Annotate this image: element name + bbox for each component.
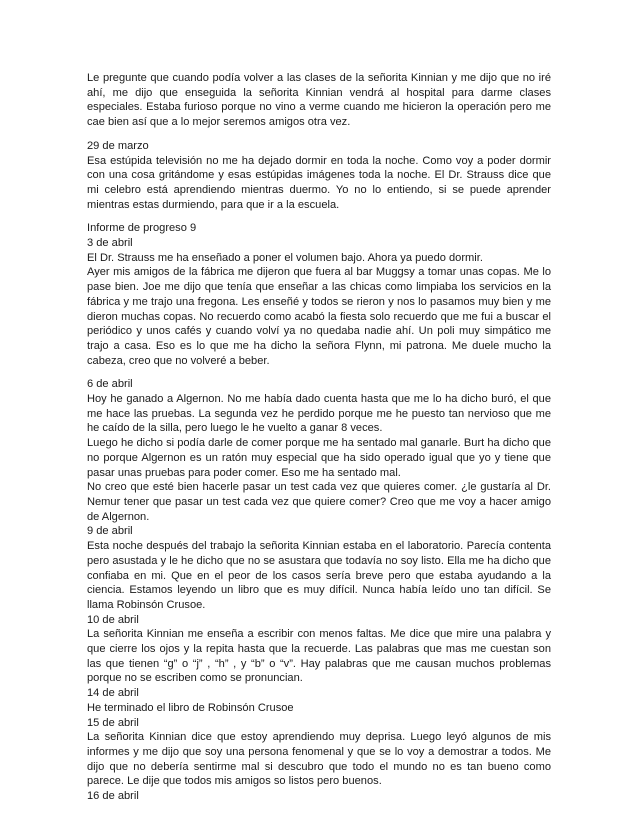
- paragraph-volume: El Dr. Strauss me ha enseñado a poner el volumen bajo. Ahora ya puedo dormir.: [87, 251, 483, 264]
- paragraph-gap: [87, 130, 551, 139]
- paragraph-hospital: Le pregunte que cuando podía volver a las clases de la señorita Kinnian y me dijo que no iré ahí, me dijo que enseguida la señorita Kinnian vendrá al hospital para darme clases especiales. Estaba furioso porque no vino a verme cuando me hicieron la operación pero me cae bien así que a lo mejor seremos amigos otra vez.: [87, 72, 551, 129]
- paragraph-laboratory: Esta noche después del trabajo la señorita Kinnian estaba en el laboratorio. Parecía contenta pero asustada y le he dicho que no se asustara que todavía no soy listo. Ella me ha dicho que confiaba en mi. Que en el peor de los casos sería breve pero que estaba ayudando a la ciencia. Estamos leyendo un libro que es muy difícil. Nunca había leído uno tan difícil. Se llama Robinsón Crusoe.: [87, 540, 551, 611]
- date-heading-april-3: 3 de abril: [87, 237, 133, 250]
- paragraph-bar-muggsy: Ayer mis amigos de la fábrica me dijeron que fuera al bar Muggsy a tomar unas copas. Me lo pase bien. Joe me dijo que tenía que enseñar a las chicas como limpiaba los servicios en la fábrica y me trajo una fregona. Les enseñé y todos se rieron y nos lo pasamos muy bien y me dieron muchas copas. No recuerdo como acabó la fiesta solo recuerdo que me fui a buscar el periódico y unos cafés y cuando volví ya no quedaba nadie ahí. Un poli muy simpático me trajo a casa. Eso es lo que me ha dicho la señora Flynn, mi patrona. Me duele mucho la cabeza, creo que no volveré a beber.: [87, 266, 551, 367]
- paragraph-spelling: La señorita Kinnian me enseña a escribir con menos faltas. Me dice que mire una palabra y que cierre los ojos y la repita hasta que la recuerde. Las palabras que mas me cuestan son las que tienen “g” o “j” , “h” , y “b” o “v”. Hay palabras que me causan muchos problemas porque no se escriben como se pronuncian.: [87, 628, 551, 685]
- date-heading-april-15: 15 de abril: [87, 716, 139, 729]
- date-heading-april-10: 10 de abril: [87, 613, 139, 626]
- paragraph-gap: [87, 212, 551, 221]
- document-page: [87, 71, 551, 804]
- paragraph-gap: [87, 368, 551, 377]
- paragraph-algernon-feed: Luego he dicho si podía darle de comer porque me ha sentado mal ganarle. Burt ha dicho que no porque Algernon es un ratón muy especial que ha sido operado igual que yo y tiene que pasar unas pruebas para poder comer. Eso me ha sentado mal.: [87, 437, 551, 479]
- paragraph-algernon-win: Hoy he ganado a Algernon. No me había dado cuenta hasta que me lo ha dicho buró, el que me hace las pruebas. La segunda vez he perdido porque me he puesto tan nervioso que me he caído de la silla, pero luego le he vuelto a ganar 8 veces.: [87, 393, 551, 435]
- date-heading-march-29: 29 de marzo: [87, 139, 149, 152]
- paragraph-television: Esa estúpida televisión no me ha dejado dormir en toda la noche. Como voy a poder dormir con una cosa gritándome y esas estúpidas imágenes toda la noche. El Dr. Strauss dice que mi celebro está aprendiendo mientras duermo. Yo no lo entiendo, si se puede aprender mientras estas durmiendo, para que ir a la escuela.: [87, 154, 551, 211]
- paragraph-algernon-test: No creo que esté bien hacerle pasar un test cada vez que quieres comer. ¿le gustaría al Dr. Nemur tener que pasar un test cada vez que quiere comer? Creo que me voy a hacer amigo de Algernon.: [87, 481, 551, 523]
- date-heading-april-14: 14 de abril: [87, 687, 139, 700]
- progress-report-heading: Informe de progreso 9: [87, 222, 197, 235]
- date-heading-april-9: 9 de abril: [87, 525, 133, 538]
- date-heading-april-16: 16 de abril: [87, 790, 139, 803]
- date-heading-april-6: 6 de abril: [87, 378, 133, 391]
- paragraph-robinson-finished: He terminado el libro de Robinsón Crusoe: [87, 701, 294, 714]
- paragraph-learning-fast: La señorita Kinnian dice que estoy aprendiendo muy deprisa. Luego leyó algunos de mis informes y me dijo que soy una persona fenomenal y que se lo voy a demostrar a todos. Me dijo que no debería sentirme mal si descubro que todo el mundo no es tan bueno como parece. Le dije que todos mis amigos so listos pero buenos.: [87, 731, 551, 788]
